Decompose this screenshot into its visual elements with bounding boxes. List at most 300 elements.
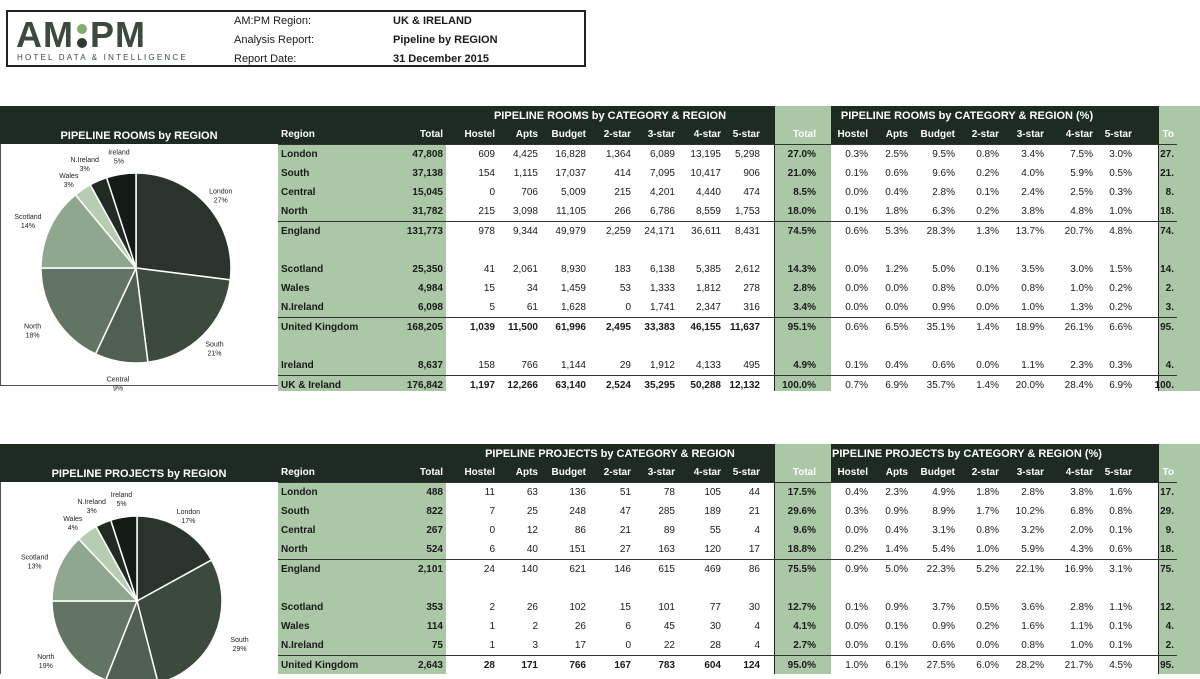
value-cell: 1,912: [649, 360, 675, 371]
pct-cell: [1002, 337, 1047, 356]
pct-total-cell: 18.0%: [787, 206, 816, 217]
value-cell: 12,132: [724, 376, 763, 396]
pct-cell: 1.1%: [1021, 360, 1044, 371]
value-cell: 4,201: [649, 187, 675, 198]
value-cell: 0: [625, 302, 631, 313]
pct-total-cell: 9.6%: [793, 525, 816, 536]
pct-cell: 3.8%: [1047, 483, 1096, 503]
ampm-logo: AM PM: [16, 14, 146, 55]
value-cell: 8,559: [695, 206, 721, 217]
value-cell: 146: [589, 560, 634, 580]
pct-cell: 0.8%: [958, 145, 1002, 165]
table-row: [278, 540, 1177, 560]
pct-cell: 6.8%: [1070, 506, 1093, 517]
pct-cell: 0.0%: [845, 283, 868, 294]
pct-cell: 0.0%: [976, 283, 999, 294]
pie-pct-label: 9%: [112, 385, 124, 393]
value-cell: [724, 241, 763, 260]
pct-cell: 0.0%: [976, 360, 999, 371]
value-cell: 15: [483, 283, 495, 294]
value-cell: 469: [678, 560, 724, 580]
value-cell: 154: [478, 168, 495, 179]
pct-cell: 4.0%: [1021, 168, 1044, 179]
pct-cell: 35.7%: [911, 376, 958, 396]
col-header-pct: Budget: [920, 129, 955, 140]
total-cell: 47,808: [388, 145, 446, 165]
pct-total-cell: 3.4%: [793, 302, 816, 313]
value-cell: 6,138: [649, 264, 675, 275]
pct-cell: 0.9%: [885, 506, 908, 517]
pct-cell: 2.8%: [932, 187, 955, 198]
report-label: Analysis Report:: [234, 34, 315, 46]
date-value: 31 December 2015: [393, 53, 490, 65]
total-cell: 75: [431, 640, 443, 651]
pct-cell: 1.0%: [976, 544, 999, 555]
total-cell: 6,098: [417, 302, 443, 313]
pct-cell: [958, 241, 1002, 260]
pie-pct-label: 27%: [213, 197, 228, 205]
table-row: [278, 202, 1177, 222]
pct-cell: 0.2%: [976, 206, 999, 217]
value-cell: [634, 579, 678, 598]
total-cell: 131,773: [388, 222, 446, 242]
col-header-pct: 2-star: [971, 129, 999, 140]
cut-cell: 3.: [1165, 302, 1174, 313]
cut-cell: 4.: [1165, 621, 1174, 632]
value-cell: 36,611: [678, 222, 724, 242]
value-cell: 5,298: [724, 145, 763, 165]
col-header: Hostel: [464, 129, 495, 140]
pie-pct-label: 17%: [181, 518, 196, 526]
total-cell: 8,637: [417, 360, 443, 371]
value-cell: 4,425: [498, 145, 541, 165]
pie-label: North: [24, 323, 42, 331]
pct-total-cell: 4.9%: [793, 360, 816, 371]
value-cell: 2: [489, 602, 495, 613]
pct-cell: 1.3%: [1070, 302, 1093, 313]
region-cell: England: [278, 222, 388, 242]
pct-cell: [911, 579, 958, 598]
pct-cell: 1.4%: [958, 318, 1002, 338]
table-row: [278, 318, 1177, 338]
value-cell: [541, 337, 589, 356]
col-header: Budget: [551, 129, 586, 140]
value-cell: 316: [743, 302, 760, 313]
total-cell: 37,138: [412, 168, 443, 179]
logo-tagline: HOTEL DATA & INTELLIGENCE: [17, 53, 188, 62]
value-cell: 63,140: [541, 376, 589, 396]
value-cell: 24,171: [634, 222, 678, 242]
total-cell: 524: [426, 544, 443, 555]
pct-cell: [1047, 241, 1096, 260]
pct-cell: [1096, 241, 1135, 260]
cut-cell: 8.: [1165, 187, 1174, 198]
cut-cell: 75.: [1135, 560, 1177, 580]
table-row: [278, 376, 1177, 396]
pct-cell: 4.8%: [1096, 222, 1135, 242]
pie-label: North: [37, 653, 55, 661]
value-cell: [589, 241, 634, 260]
value-cell: 63: [498, 483, 541, 503]
total-cell: 488: [388, 483, 446, 503]
pie-label: Central: [106, 376, 130, 384]
table-row: [278, 222, 1177, 242]
pct-cell: 3.5%: [1021, 264, 1044, 275]
pct-cell: 0.4%: [819, 483, 871, 503]
pct-cell: 4.9%: [911, 483, 958, 503]
pct-cell: [911, 337, 958, 356]
pct-cell: 2.8%: [1002, 483, 1047, 503]
col-header-pct: 4-star: [1065, 467, 1093, 478]
value-cell: 53: [619, 283, 631, 294]
table-row: [278, 337, 1177, 356]
col-header: 5-star: [732, 467, 760, 478]
value-cell: [498, 241, 541, 260]
projects-section: [0, 444, 1200, 674]
pct-cell: 1.8%: [885, 206, 908, 217]
value-cell: 6: [489, 544, 495, 555]
pct-cell: 0.0%: [976, 302, 999, 313]
value-cell: 30: [709, 621, 721, 632]
value-cell: 6,786: [649, 206, 675, 217]
pct-cell: 2.8%: [1070, 602, 1093, 613]
col-header-pct: Budget: [920, 467, 955, 478]
pct-cell: 0.8%: [976, 525, 999, 536]
value-cell: 1,364: [589, 145, 634, 165]
value-cell: 7: [489, 506, 495, 517]
value-cell: 171: [498, 656, 541, 676]
pct-cell: [1002, 241, 1047, 260]
region-cell: [278, 337, 388, 356]
value-cell: 1: [489, 640, 495, 651]
cut-cell: [1135, 579, 1177, 598]
region-cell: Wales: [281, 283, 310, 294]
pct-cell: [871, 337, 911, 356]
value-cell: [541, 241, 589, 260]
value-cell: 2,061: [512, 264, 538, 275]
pct-cell: 0.1%: [1109, 525, 1132, 536]
pct-cell: 9.6%: [932, 168, 955, 179]
value-cell: 766: [541, 656, 589, 676]
pct-cell: 2.4%: [1021, 187, 1044, 198]
pct-cell: [819, 579, 871, 598]
pie-label: Wales: [63, 515, 83, 523]
pie-pct-label: 3%: [86, 508, 97, 516]
value-cell: 46,155: [678, 318, 724, 338]
pct-cell: 28.4%: [1047, 376, 1096, 396]
value-cell: 86: [574, 525, 586, 536]
value-cell: 26: [574, 621, 586, 632]
value-cell: 6,089: [634, 145, 678, 165]
pie-pct-label: 21%: [207, 350, 222, 358]
pct-cell: 27.5%: [911, 656, 958, 676]
pct-total-cell: 100.0%: [763, 376, 819, 396]
value-cell: 40: [526, 544, 538, 555]
pct-cell: 4.5%: [1096, 656, 1135, 676]
pct-cell: 0.5%: [976, 602, 999, 613]
col-header-pct: 5-star: [1104, 129, 1132, 140]
value-cell: 2,612: [734, 264, 760, 275]
pct-cell: 0.0%: [845, 187, 868, 198]
value-cell: [634, 337, 678, 356]
pct-cell: 1.0%: [1070, 640, 1093, 651]
pct-cell: 0.2%: [1109, 302, 1132, 313]
table-row: [278, 183, 1177, 202]
region-cell: [278, 241, 388, 260]
cut-cell: 100.: [1135, 376, 1177, 396]
col-header: Total: [419, 129, 443, 140]
total-cell: 31,782: [412, 206, 443, 217]
table-row: [278, 298, 1177, 318]
value-cell: 140: [498, 560, 541, 580]
pct-cell: [958, 579, 1002, 598]
value-cell: 17: [574, 640, 586, 651]
pct-cell: 0.2%: [845, 544, 868, 555]
value-cell: [498, 579, 541, 598]
value-cell: 978: [446, 222, 498, 242]
pct-cell: 2.0%: [1070, 525, 1093, 536]
value-cell: 12,266: [498, 376, 541, 396]
value-cell: 285: [658, 506, 675, 517]
col-header-cut: To: [1162, 467, 1174, 478]
pct-cell: 0.2%: [976, 168, 999, 179]
pct-cell: 3.0%: [1096, 145, 1135, 165]
total-cell: 2,643: [388, 656, 446, 676]
value-cell: 11: [446, 483, 498, 503]
col-header: Apts: [515, 467, 538, 478]
pct-cell: 0.1%: [885, 640, 908, 651]
pie-pct-label: 29%: [232, 645, 247, 653]
value-cell: [446, 241, 498, 260]
pct-cell: 0.6%: [819, 318, 871, 338]
pct-cell: 0.6%: [932, 640, 955, 651]
region-cell: N.Ireland: [281, 302, 324, 313]
cut-cell: 17.: [1135, 483, 1177, 503]
pct-cell: 5.9%: [1070, 168, 1093, 179]
region-cell: [278, 579, 388, 598]
col-header: 5-star: [732, 129, 760, 140]
pct-cell: 6.1%: [871, 656, 911, 676]
value-cell: 2,259: [589, 222, 634, 242]
pct-cell: 0.1%: [845, 360, 868, 371]
table-row: [278, 145, 1177, 165]
col-header: 2-star: [603, 467, 631, 478]
value-cell: 61,996: [541, 318, 589, 338]
region-cell: London: [278, 483, 388, 503]
pct-cell: 3.0%: [1070, 264, 1093, 275]
table-row: [278, 502, 1177, 521]
value-cell: 2,524: [589, 376, 634, 396]
pct-cell: 22.1%: [1002, 560, 1047, 580]
pct-cell: 0.9%: [885, 602, 908, 613]
rooms-pct-title: PIPELINE ROOMS by CATEGORY & REGION (%): [840, 110, 1094, 122]
col-header-pct: Total: [792, 467, 816, 478]
value-cell: 105: [678, 483, 724, 503]
col-header-pct: 3-star: [1016, 467, 1044, 478]
region-cell: North: [281, 206, 308, 217]
pct-cell: 0.1%: [845, 602, 868, 613]
value-cell: 215: [478, 206, 495, 217]
pie-pct-label: 19%: [38, 662, 53, 670]
pct-cell: 5.0%: [932, 264, 955, 275]
pct-cell: 0.9%: [932, 302, 955, 313]
value-cell: 1,197: [446, 376, 498, 396]
pct-cell: 1.0%: [1109, 206, 1132, 217]
value-cell: 4,133: [695, 360, 721, 371]
table-row: [278, 279, 1177, 298]
col-header-pct: 5-star: [1104, 467, 1132, 478]
value-cell: 101: [658, 602, 675, 613]
value-cell: 61: [526, 302, 538, 313]
value-cell: 3: [532, 640, 538, 651]
value-cell: 15: [619, 602, 631, 613]
pct-cell: 0.7%: [819, 376, 871, 396]
pct-cell: 1.1%: [1109, 602, 1132, 613]
value-cell: 10,417: [690, 168, 721, 179]
pie-pct-label: 3%: [79, 165, 90, 173]
projects-table: [278, 444, 1177, 675]
pie-pct-label: 18%: [25, 332, 40, 340]
rooms-pie-chart: [1, 144, 278, 393]
pie-label: Ireland: [108, 149, 130, 157]
pie-pct-label: 4%: [67, 524, 78, 532]
cut-cell: 18.: [1160, 206, 1174, 217]
cut-cell: 2.: [1165, 283, 1174, 294]
pie-label: London: [176, 509, 201, 517]
value-cell: 86: [724, 560, 763, 580]
pct-cell: 0.8%: [1021, 283, 1044, 294]
value-cell: [589, 337, 634, 356]
cut-cell: 18.: [1160, 544, 1174, 555]
pct-cell: [819, 241, 871, 260]
region-cell: United Kingdom: [278, 318, 388, 338]
table-row: [278, 356, 1177, 376]
total-cell: 114: [426, 621, 443, 632]
pie-pct-label: 5%: [116, 501, 127, 509]
pie-label: Scotland: [21, 554, 49, 562]
col-header: Total: [419, 467, 443, 478]
value-cell: 495: [743, 360, 760, 371]
pct-cell: 0.8%: [1109, 506, 1132, 517]
region-cell: South: [281, 168, 310, 179]
pct-cell: 0.6%: [932, 360, 955, 371]
pct-cell: 0.2%: [1109, 283, 1132, 294]
pct-cell: 0.3%: [1109, 360, 1132, 371]
cut-cell: 74.: [1135, 222, 1177, 242]
pct-cell: 35.1%: [911, 318, 958, 338]
value-cell: 44: [724, 483, 763, 503]
table-row: [278, 617, 1177, 636]
pct-cell: 0.1%: [845, 168, 868, 179]
value-cell: 11,637: [724, 318, 763, 338]
col-header: 2-star: [603, 129, 631, 140]
value-cell: 102: [569, 602, 586, 613]
value-cell: 77: [709, 602, 721, 613]
projects-pie-box: [0, 482, 278, 674]
pct-cell: 0.9%: [819, 560, 871, 580]
pct-cell: 0.2%: [976, 621, 999, 632]
pct-cell: 8.9%: [932, 506, 955, 517]
value-cell: 278: [743, 283, 760, 294]
value-cell: 3,098: [512, 206, 538, 217]
value-cell: [724, 579, 763, 598]
pct-cell: [1096, 579, 1135, 598]
total-cell: 4,984: [417, 283, 443, 294]
value-cell: 2: [532, 621, 538, 632]
pct-total-cell: [763, 241, 819, 260]
pct-cell: 1.1%: [1070, 621, 1093, 632]
value-cell: 89: [663, 525, 675, 536]
col-header: Hostel: [464, 467, 495, 478]
pct-cell: 0.1%: [845, 206, 868, 217]
value-cell: 136: [541, 483, 589, 503]
value-cell: [724, 337, 763, 356]
value-cell: 183: [614, 264, 631, 275]
cut-cell: 95.: [1135, 656, 1177, 676]
pct-cell: [819, 337, 871, 356]
value-cell: 189: [704, 506, 721, 517]
pct-cell: 4.8%: [1070, 206, 1093, 217]
value-cell: 26: [526, 602, 538, 613]
pct-cell: 0.0%: [845, 621, 868, 632]
value-cell: 51: [589, 483, 634, 503]
value-cell: 1,333: [649, 283, 675, 294]
value-cell: 49,979: [541, 222, 589, 242]
pct-cell: 1.0%: [1021, 302, 1044, 313]
projects-pie-title: PIPELINE PROJECTS by REGION: [51, 468, 227, 480]
value-cell: 5: [489, 302, 495, 313]
pct-cell: 18.9%: [1002, 318, 1047, 338]
pct-cell: 2.5%: [871, 145, 911, 165]
value-cell: 6: [625, 621, 631, 632]
col-header-pct: 3-star: [1016, 129, 1044, 140]
cut-cell: [1135, 337, 1177, 356]
value-cell: 1,459: [560, 283, 586, 294]
pct-cell: 6.9%: [1096, 376, 1135, 396]
pct-total-cell: 12.7%: [787, 602, 816, 613]
pct-cell: 1.3%: [958, 222, 1002, 242]
value-cell: 78: [634, 483, 678, 503]
pct-cell: 2.5%: [1070, 187, 1093, 198]
total-cell: 15,045: [412, 187, 443, 198]
total-cell: 168,205: [388, 318, 446, 338]
pct-cell: [1047, 579, 1096, 598]
pie-label: Scotland: [14, 214, 42, 222]
value-cell: 604: [678, 656, 724, 676]
pie-label: N.Ireland: [70, 156, 99, 164]
pct-cell: 1.6%: [1021, 621, 1044, 632]
pct-total-cell: 4.1%: [793, 621, 816, 632]
total-cell: [388, 241, 446, 260]
region-label: AM:PM Region:: [234, 15, 312, 27]
col-header-pct: Hostel: [837, 129, 868, 140]
pct-cell: 0.1%: [1109, 621, 1132, 632]
total-cell: 353: [426, 602, 443, 613]
cut-cell: 9.: [1165, 525, 1174, 536]
pct-total-cell: 75.5%: [763, 560, 819, 580]
value-cell: 5,385: [695, 264, 721, 275]
pct-cell: 5.0%: [871, 560, 911, 580]
value-cell: 5,009: [560, 187, 586, 198]
value-cell: 25: [526, 506, 538, 517]
pct-total-cell: 14.3%: [787, 264, 816, 275]
pct-cell: 3.8%: [1021, 206, 1044, 217]
value-cell: 766: [521, 360, 538, 371]
value-cell: 24: [446, 560, 498, 580]
pct-cell: 6.3%: [932, 206, 955, 217]
value-cell: 35,295: [634, 376, 678, 396]
value-cell: [498, 337, 541, 356]
